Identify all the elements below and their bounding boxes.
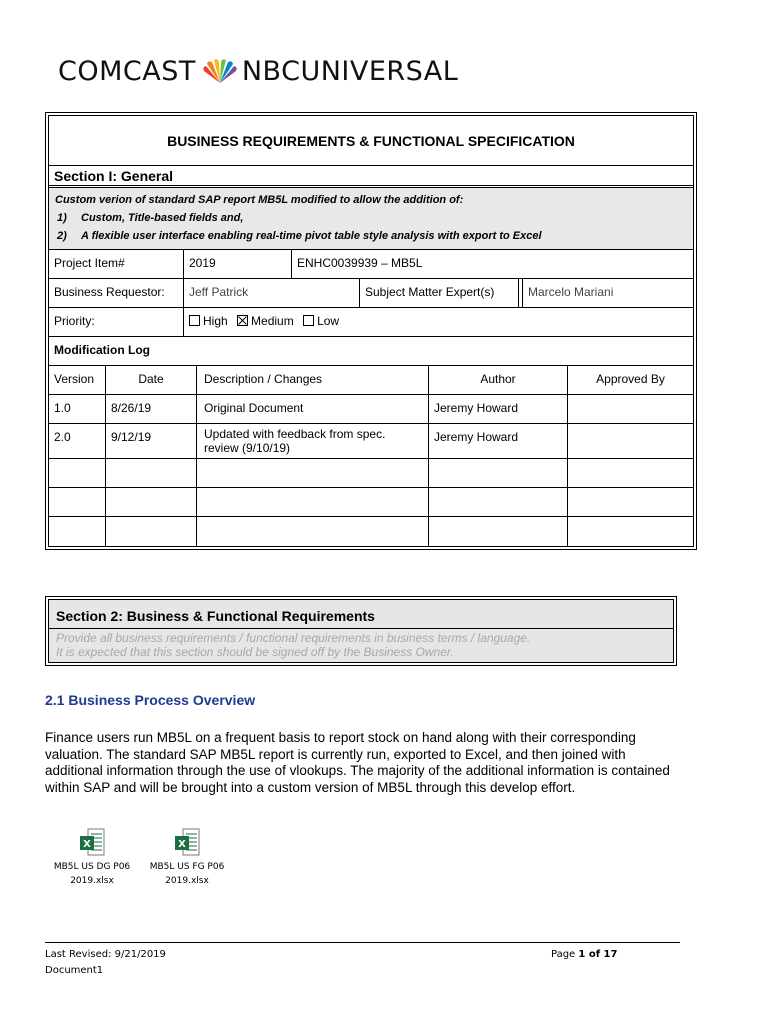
col-date-header: Date [106,366,197,394]
cell-description: Original Document [197,395,429,423]
footer-divider [45,942,680,943]
last-revised: Last Revised: 9/21/2019 [45,949,166,960]
requestor-label: Business Requestor: [49,279,184,307]
attachment-name-line-1: MB5L US DG P06 [53,862,131,872]
attachment-name-line-2: 2019.xlsx [165,876,209,886]
general-description [49,188,693,249]
company-logo [58,54,458,88]
section-2-box [45,596,677,666]
attachment-file-fg[interactable] [142,828,232,888]
modlog-header-row [49,366,693,395]
cell-approved [568,395,693,423]
table-row-empty [49,459,693,488]
cell-version: 2.0 [49,424,106,458]
section-2-line-2: It is expected that this section should be signed off by the Business Owner. [56,645,454,659]
excel-file-icon [174,828,200,858]
priority-options [184,308,693,336]
document-name: Document1 [45,965,104,976]
project-year: 2019 [184,250,292,278]
requestor-row [49,279,693,308]
spec-table [45,112,697,550]
section-1-title: Section I: General [49,166,693,188]
requestor-value: Jeff Patrick [184,279,360,307]
section-2-instructions [48,629,674,663]
sme-value: Marcelo Mariani [522,279,693,307]
project-id: ENHC0039939 – MB5L [297,256,423,270]
excel-file-icon [79,828,105,858]
cell-date: 8/26/19 [106,395,197,423]
table-row-empty [49,517,693,546]
project-label: Project Item# [49,250,184,278]
description-item: 2) A flexible user interface enabling real-time pivot table style analysis with export to Excel [57,230,542,242]
footer-left [45,947,166,979]
svg-text:X: X [83,839,91,850]
table-row [49,424,693,459]
table-row-empty [49,488,693,517]
business-process-paragraph: Finance users run MB5L on a frequent basis to report stock on hand along with their corresponding valuation. The standard SAP MB5L report is currently run, exported to Excel, and then joined with additional information through the use of vlookups. The majority of the additional information is contained within SAP and will be brought into a custom version of MB5L through this develop effort. [45,730,670,795]
cell-version: 1.0 [49,395,106,423]
logo-text-nbcuniversal: NBCUNIVERSAL [241,55,459,87]
priority-medium-label: Medium [251,314,294,328]
sme-label: Subject Matter Expert(s) [360,279,519,307]
section-2-line-1: Provide all business requirements / functional requirements in business terms / language. [56,631,531,645]
peacock-logo-icon [200,57,240,85]
description-item: 1) Custom, Title-based fields and, [57,212,244,224]
business-process-heading: 2.1 Business Process Overview [45,692,256,708]
svg-text:X: X [178,839,186,850]
priority-low-label: Low [317,314,340,328]
col-approved-header: Approved By [596,372,665,386]
description-intro: Custom verion of standard SAP report MB5L modified to allow the addition of: [55,194,464,206]
priority-high-label: High [203,314,228,328]
col-author-header: Author [429,366,568,394]
priority-high-checkbox[interactable] [189,315,200,326]
cell-author: Jeremy Howard [429,395,568,423]
spec-title: BUSINESS REQUIREMENTS & FUNCTIONAL SPECIFICATION [49,116,693,166]
priority-label: Priority: [49,308,184,336]
col-version-header: Version [49,366,106,394]
logo-text-comcast: COMCAST [58,55,196,87]
project-row [49,250,693,279]
modlog-title-row [49,337,693,366]
col-description-header: Description / Changes [197,366,429,394]
priority-row [49,308,693,337]
priority-medium-checkbox[interactable] [237,315,248,326]
cell-author: Jeremy Howard [429,424,568,458]
attachment-name-line-1: MB5L US FG P06 [149,862,225,872]
attachment-name-line-2: 2019.xlsx [70,876,114,886]
cell-approved [568,424,693,458]
priority-low-checkbox[interactable] [303,315,314,326]
table-row [49,395,693,424]
cell-description: Updated with feedback from spec. review (9/10/19) [197,424,429,458]
modlog-title: Modification Log [54,343,150,357]
attachment-file-dg[interactable] [47,828,137,888]
page-number: Page 1 of 17 [551,949,618,960]
cell-date: 9/12/19 [106,424,197,458]
section-2-title: Section 2: Business & Functional Requirements [48,599,674,629]
